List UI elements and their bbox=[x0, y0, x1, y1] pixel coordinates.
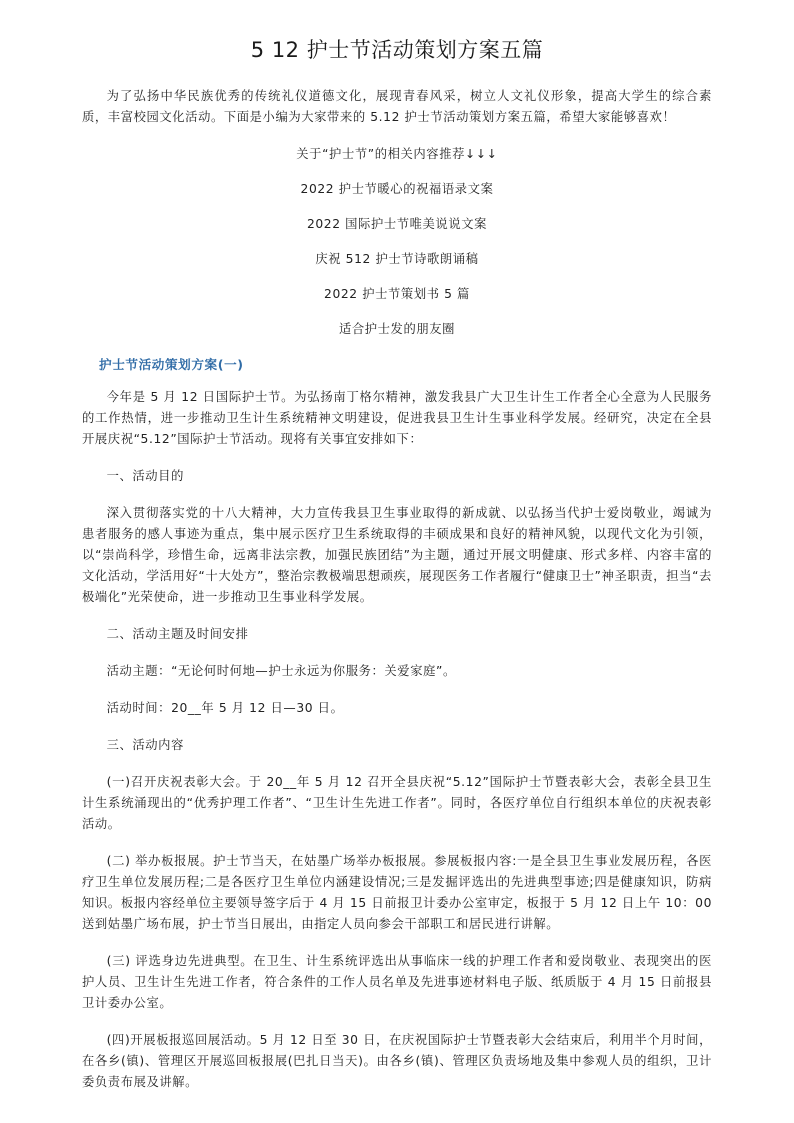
activity-theme: 活动主题：“无论何时何地—护士永远为你服务：关爱家庭”。 bbox=[106, 664, 456, 678]
recommend-link[interactable]: 2022 护士节策划书 5 篇 bbox=[324, 287, 470, 301]
section-body-purpose: 深入贯彻落实党的十八大精神，大力宣传我县卫生事业取得的新成就、以弘扬当代护士爱岗敬业，竭诚为患者服务的感人事迹为重点，集中展示医疗卫生系统取得的丰硕成果和良好的精神风貌，以现代文化为引领，以“崇尚科学，珍惜生命，远离非法宗教，加强民族团结”为主题，通过开展文明健康、形式多样、内容丰富的文化活动，学活用好“十大处方”，整治宗教极端思想顽疾，展现医务工作者履行“健康卫士”神圣职责，担当“去极端化”光荣使命，进一步推动卫生事业科学发展。 bbox=[82, 506, 712, 604]
recommend-link[interactable]: 庆祝 512 护士节诗歌朗诵稿 bbox=[315, 252, 479, 266]
activity-time: 活动时间：20__年 5 月 12 日—30 日。 bbox=[106, 701, 344, 715]
plan-heading: 护士节活动策划方案(一) bbox=[99, 357, 244, 372]
recommend-link[interactable]: 2022 护士节暖心的祝福语录文案 bbox=[300, 182, 494, 196]
content-item: (一)召开庆祝表彰大会。于 20__年 5 月 12 召开全县庆祝“5.12”国际护士节暨表彰大会，表彰全县卫生计生系统涌现出的“优秀护理工作者”、“卫生计生先进工作者”。同时，各医疗单位自行组织本单位的庆祝表彰活动。 bbox=[82, 775, 712, 831]
section-title-theme-schedule: 二、活动主题及时间安排 bbox=[106, 627, 249, 641]
recommend-link[interactable]: 2022 国际护士节唯美说说文案 bbox=[306, 217, 488, 231]
plan-intro-paragraph: 今年是 5 月 12 日国际护士节。为弘扬南丁格尔精神，激发我县广大卫生计生工作者全心全意为人民服务的工作热情，进一步推动卫生计生系统精神文明建设，促进我县卫生计生事业科学发展。经研究，决定在全县开展庆祝“5.12”国际护士节活动。现将有关事宜安排如下： bbox=[82, 390, 712, 446]
section-title-content: 三、活动内容 bbox=[106, 738, 184, 752]
recommend-header: 关于“护士节”的相关内容推荐↓↓↓ bbox=[296, 147, 498, 161]
recommend-link[interactable]: 适合护士发的朋友圈 bbox=[338, 322, 456, 336]
content-item: (三) 评选身边先进典型。在卫生、计生系统评选出从事临床一线的护理工作者和爱岗敬业、表现突出的医护人员、卫生计生先进工作者，符合条件的工作人员名单及先进事迹材料电子版、纸质版于 4 月 15 日前报县卫计委办公室。 bbox=[82, 954, 712, 1010]
document-title: 5 12 护士节活动策划方案五篇 bbox=[250, 38, 544, 62]
intro-paragraph: 为了弘扬中华民族优秀的传统礼仪道德文化，展现青春风采，树立人文礼仪形象，提高大学生的综合素质，丰富校园文化活动。下面是小编为大家带来的 5.12 护士节活动策划方案五篇，希望大家能够喜欢！ bbox=[82, 89, 712, 124]
content-item: (四)开展板报巡回展活动。5 月 12 日至 30 日，在庆祝国际护士节暨表彰大会结束后，利用半个月时间，在各乡(镇)、管理区开展巡回板报展(巴扎日当天)。由各乡(镇)、管理区负责场地及集中参观人员的组织，卫计委负责布展及讲解。 bbox=[82, 1033, 712, 1089]
section-title-purpose: 一、活动目的 bbox=[106, 469, 184, 483]
content-item: (二) 举办板报展。护士节当天，在姑墨广场举办板报展。参展板报内容:一是全县卫生事业发展历程，各医疗卫生单位发展历程;二是各医疗卫生单位内涵建设情况;三是发掘评选出的先进典型事迹;四是健康知识，防病知识。板报内容经单位主要领导签字后于 4 月 15 日前报卫计委办公室审定，板报于 5 月 12 日上午 10：00 送到姑墨广场布展，护士节当日展出，由指定人员向参会干部职工和居民进行讲解。 bbox=[82, 854, 712, 931]
